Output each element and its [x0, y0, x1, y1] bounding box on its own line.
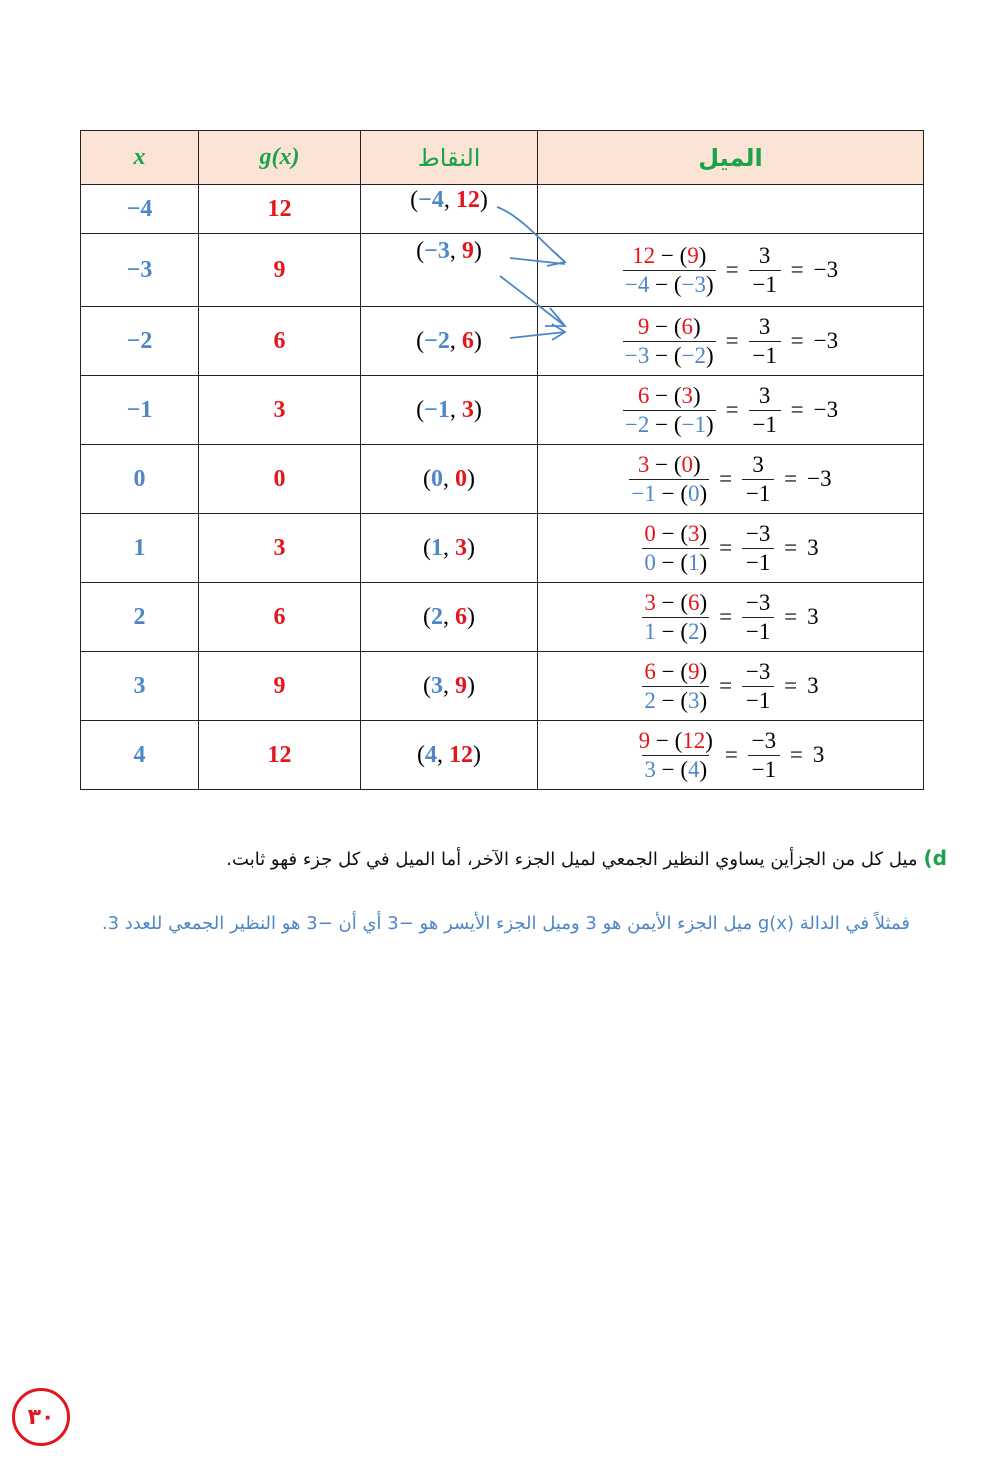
- note-example: [10, 898, 910, 950]
- gx-value: 0: [199, 445, 361, 514]
- slope-table: [80, 130, 924, 790]
- table-row: [81, 307, 924, 376]
- slope-calculation: $\frac{9 - (6)}{-3 - (-2)}$ = $\frac{3}{-1}$ = −3: [538, 307, 924, 376]
- point: (−2, 6): [361, 307, 538, 376]
- slope-calculation: $\frac{3 - (0)}{-1 - (0)}$ = $\frac{3}{-1}$ = −3: [538, 445, 924, 514]
- gx-value: 3: [199, 376, 361, 445]
- x-value: 4: [81, 721, 199, 790]
- note-line-2: فمثلاً في الدالة g(x) ميل الجزء الأيمن هو 3 وميل الجزء الأيسر هو −3 أي أن −3 هو النظير الجمعي للعدد 3.: [101, 913, 910, 934]
- point: (0, 0): [361, 445, 538, 514]
- table-row: [81, 721, 924, 790]
- table-row: [81, 234, 924, 307]
- table-row: [81, 514, 924, 583]
- table-row: [81, 185, 924, 234]
- header-row: [81, 131, 924, 185]
- header-x: x: [81, 131, 199, 185]
- slope-calculation: $\frac{6 - (9)}{2 - (3)}$ = $\frac{-3}{-1}$ = 3: [538, 652, 924, 721]
- header-slope: الميل: [538, 131, 924, 185]
- slope-calculation: $\frac{12 - (9)}{-4 - (-3)}$ = $\frac{3}{-1}$ = −3: [538, 234, 924, 307]
- header-gx: g(x): [199, 131, 361, 185]
- x-value: −4: [81, 185, 199, 234]
- gx-value: 3: [199, 514, 361, 583]
- x-value: 3: [81, 652, 199, 721]
- gx-value: 12: [199, 721, 361, 790]
- point: (−3, 9): [361, 234, 538, 307]
- point: (2, 6): [361, 583, 538, 652]
- table-row: [81, 445, 924, 514]
- table-row: [81, 583, 924, 652]
- point: (−1, 3): [361, 376, 538, 445]
- gx-value: 9: [199, 234, 361, 307]
- slope-calculation: $\frac{6 - (3)}{-2 - (-1)}$ = $\frac{3}{-1}$ = −3: [538, 376, 924, 445]
- table-row: [81, 652, 924, 721]
- x-value: −1: [81, 376, 199, 445]
- note-d: [47, 846, 947, 870]
- note-label: d): [923, 846, 947, 870]
- gx-value: 9: [199, 652, 361, 721]
- gx-value: 6: [199, 307, 361, 376]
- slope-calculation: $\frac{0 - (3)}{0 - (1)}$ = $\frac{-3}{-1}$ = 3: [538, 514, 924, 583]
- table-row: [81, 376, 924, 445]
- page-number: ٣٠: [12, 1388, 70, 1446]
- header-points: النقاط: [361, 131, 538, 185]
- slope-calculation: $\frac{3 - (6)}{1 - (2)}$ = $\frac{-3}{-1}$ = 3: [538, 583, 924, 652]
- x-value: 1: [81, 514, 199, 583]
- point: (1, 3): [361, 514, 538, 583]
- slope-calculation: $\frac{9 - (12)}{3 - (4)}$ = $\frac{-3}{-1}$ = 3: [538, 721, 924, 790]
- point: (4, 12): [361, 721, 538, 790]
- slope-cell-empty: [538, 185, 924, 234]
- x-value: −3: [81, 234, 199, 307]
- x-value: 0: [81, 445, 199, 514]
- point: (−4, 12): [361, 185, 538, 234]
- gx-value: 6: [199, 583, 361, 652]
- x-value: 2: [81, 583, 199, 652]
- note-line-1: ميل كل من الجزأين يساوي النظير الجمعي لميل الجزء الآخر، أما الميل في كل جزء فهو ثابت.: [226, 849, 918, 870]
- x-value: −2: [81, 307, 199, 376]
- point: (3, 9): [361, 652, 538, 721]
- gx-value: 12: [199, 185, 361, 234]
